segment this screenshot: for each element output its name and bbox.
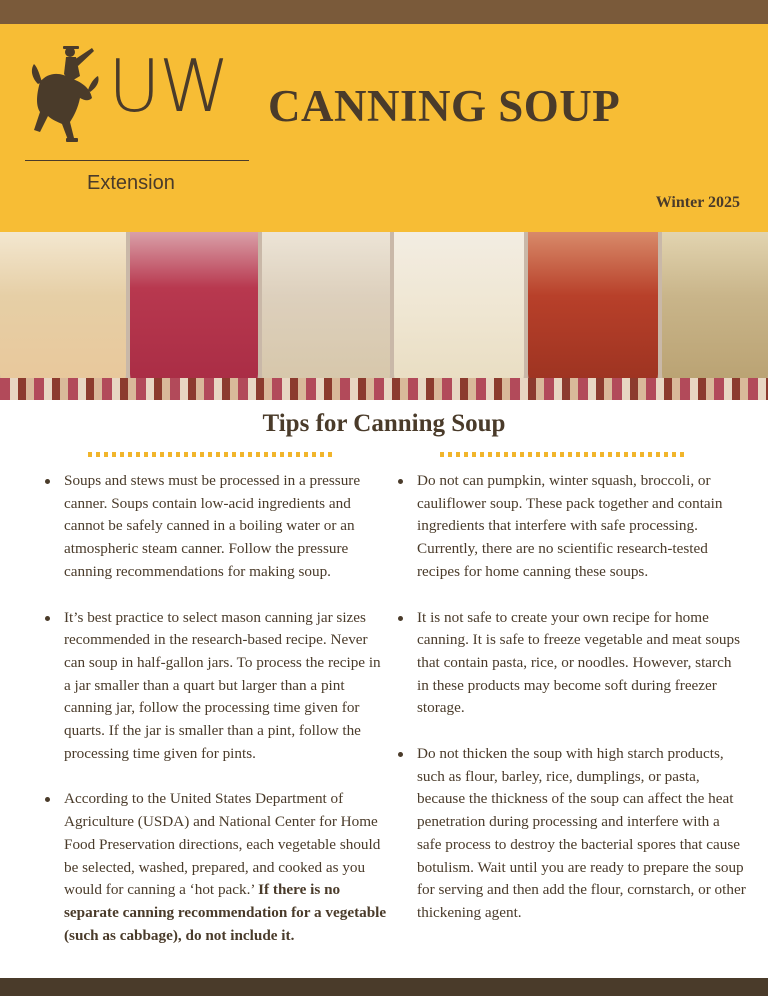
tips-left-column	[44, 470, 388, 947]
tip-text: Do not thicken the soup with high starch products, such as flour, barley, rice, dumplings, or pasta, because the thickness of the soup can affect the heat penetration during processing and interfere with a safe process to destroy the bacterial spores that cause botulism. Wait until you are ready to prepare the soup for serving and then add the flour, cornstarch, or other thickening agent.	[417, 745, 746, 921]
tip-text: Do not can pumpkin, winter squash, broccoli, or cauliflower soup. These pack together and contain ingredients that interfere with safe processing. Currently, there are no scientific research-tested recipes for home canning these soups.	[417, 472, 723, 580]
issue-date: Winter 2025	[655, 194, 740, 211]
bucking-horse-rider-icon	[30, 42, 102, 152]
logo-wordmark: UW	[108, 44, 228, 128]
top-bar	[0, 0, 768, 24]
tips-right-column	[397, 470, 747, 925]
logo-divider	[25, 160, 249, 161]
tip-text: It’s best practice to select mason canning jar sizes recommended in the research-based recipe. Never can soup in half-gallon jars. To process the recipe in a jar smaller than a quart but larger than a pint canning jar, follow the processing time given for quarts. If the jar is smaller than a pint, follow the processing time given for pints.	[64, 608, 381, 762]
tablecloth	[0, 378, 768, 400]
page-title: CANNING SOUP	[268, 81, 621, 131]
tip-item	[44, 470, 388, 584]
jars-photo	[0, 232, 768, 400]
tip-item	[44, 607, 388, 766]
jar	[130, 232, 258, 392]
uw-extension-logo	[30, 42, 245, 152]
jar	[528, 232, 658, 392]
jar	[662, 232, 768, 392]
tip-text: It is not safe to create your own recipe for home canning. It is safe to freeze vegetable and meat soups that contain pasta, rice, or noodles. However, starch in these products may become soft during freezer storage.	[417, 608, 741, 717]
tip-bold-text: If there is no separate canning recommendation for a vegetable (such as cabbage), do not include it.	[64, 881, 387, 944]
dotted-divider-right	[440, 452, 686, 457]
tip-text: Soups and stews must be processed in a pressure canner. Soups contain low-acid ingredients and cannot be safely canned in a boiling water or an atmospheric steam canner. Follow the pressure canning recommendations for making soup.	[64, 472, 361, 580]
tip-item	[44, 788, 388, 947]
tip-item	[397, 743, 747, 925]
bottom-bar	[0, 978, 768, 996]
jar	[0, 232, 126, 392]
jar	[262, 232, 390, 392]
tip-item	[397, 470, 747, 584]
tip-text: According to the United States Department of Agriculture (USDA) and National Center for Home Food Preservation directions, each vegetable should be selected, washed, prepared, and cooked as you would for canning a ‘hot pack.’	[64, 790, 381, 899]
dotted-divider-left	[88, 452, 332, 457]
logo-subtitle: Extension	[87, 172, 175, 194]
tip-item	[397, 607, 747, 721]
section-title: Tips for Canning Soup	[262, 410, 506, 437]
jar	[394, 232, 524, 392]
